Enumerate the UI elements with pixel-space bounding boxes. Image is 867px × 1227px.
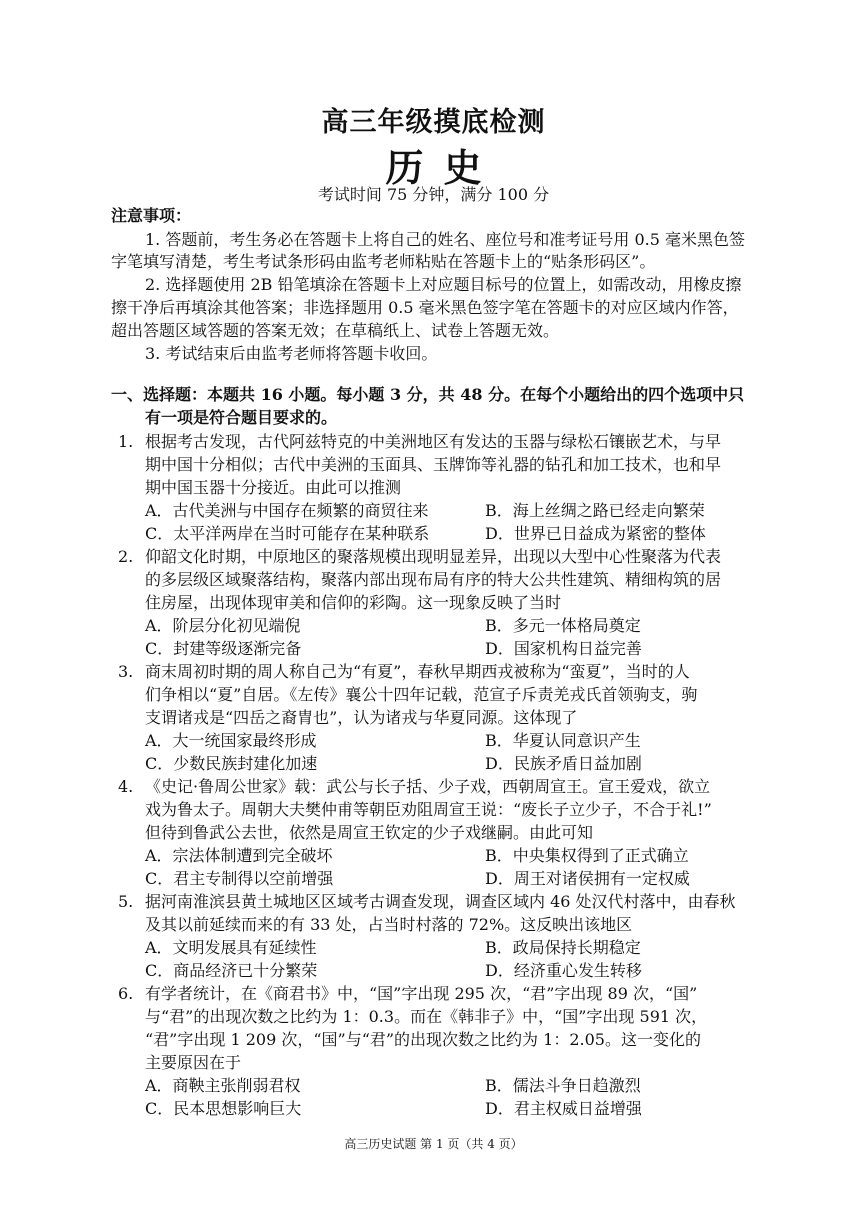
notice-heading: 注意事项： [111,206,192,225]
notice-line: 字笔填写清楚，考生考试条形码由监考老师粘贴在答题卡上的“贴条形码区”。 [111,252,656,271]
question-stem-line: 但待到鲁武公去世，依然是周宣王钦定的少子戏继嗣。由此可知 [145,823,594,842]
option-a[interactable]: A．古代美洲与中国存在频繁的商贸往来 [145,501,429,520]
option-c[interactable]: C．太平洋两岸在当时可能存在某种联系 [145,524,430,543]
question-stem-line: 据河南淮滨县黄土城地区区域考古调查发现，调查区域内 46 处汉代村落中，由春秋 [145,892,736,911]
notice-line: 1. 答题前，考生务必在答题卡上将自己的姓名、座位号和准考证号用 0.5 毫米黑色签 [145,230,745,249]
question-number: 5. [118,892,134,911]
question-number: 4. [118,777,134,796]
question-stem-line: 商末周初时期的周人称自己为“有夏”，春秋早期西戎被称为“蛮夏”，当时的人 [145,662,690,681]
notice-line: 2. 选择题使用 2B 铅笔填涂在答题卡上对应题目标号的位置上，如需改动，用橡皮擦 [145,275,742,294]
page-footer: 高三历史试题 第 1 页（共 4 页） [344,1137,523,1151]
question-stem-line: “君”字出现 1 209 次，“国”与“君”的出现次数之比约为 1：2.05。这一变化的 [145,1030,701,1049]
option-a[interactable]: A．宗法体制遭到完全破坏 [145,846,333,865]
question-stem-line: 《史记·鲁周公世家》载：武公与长子括、少子戏，西朝周宣王。宣王爱戏，欲立 [145,777,711,796]
notice-line: 擦干净后再填涂其他答案；非选择题用 0.5 毫米黑色签字笔在答题卡的对应区域内作答， [111,298,739,317]
option-a[interactable]: A．阶层分化初见端倪 [145,616,301,635]
option-c[interactable]: C．商品经济已十分繁荣 [145,961,318,980]
question-stem-line: 主要原因在于 [145,1053,242,1072]
question-stem-line: 根据考古发现，古代阿兹特克的中美洲地区有发达的玉器与绿松石镶嵌艺术，与早 [145,432,722,451]
option-c[interactable]: C．少数民族封建化加速 [145,754,318,773]
question-number: 3. [118,662,134,681]
option-b[interactable]: B．多元一体格局奠定 [485,616,641,635]
option-d[interactable]: D．经济重心发生转移 [485,961,642,980]
option-b[interactable]: B．儒法斗争日趋激烈 [485,1076,641,1095]
notice-line: 3. 考试结束后由监考老师将答题卡收回。 [145,344,438,363]
question-stem-line: 仰韶文化时期，中原地区的聚落规模出现明显差异，出现以大型中心性聚落为代表 [145,547,722,566]
option-d[interactable]: D．国家机构日益完善 [485,639,642,658]
notice-line: 超出答题区域答题的答案无效；在草稿纸上、试卷上答题无效。 [111,321,560,340]
question-stem-line: 戏为鲁太子。周朝大夫樊仲甫等朝臣劝阻周宣王说：“废长子立少子，不合于礼!” [145,800,712,819]
question-stem-line: 支谓诸戎是“四岳之裔胄也”，认为诸戎与华夏同源。这体现了 [145,708,578,727]
question-stem-line: 的多层级区域聚落结构，聚落内部出现布局有序的特大公共性建筑、精细构筑的居 [145,570,722,589]
option-a[interactable]: A．大一统国家最终形成 [145,731,317,750]
option-b[interactable]: B．政局保持长期稳定 [485,938,641,957]
section-heading: 一、选择题：本题共 16 小题。每小题 3 分，共 48 分。在每个小题给出的四个选项中只 [111,385,745,404]
option-b[interactable]: B．华夏认同意识产生 [485,731,641,750]
option-c[interactable]: C．民本思想影响巨大 [145,1099,302,1118]
section-heading: 有一项是符合题目要求的。 [145,408,338,427]
exam-title: 高三年级摸底检测 [321,107,546,138]
subject-title: 历史 [385,145,502,190]
question-number: 2. [118,547,134,566]
question-number: 6. [118,984,134,1003]
question-stem-line: 期中国十分相似；古代中美洲的玉面具、玉牌饰等礼器的钻孔和加工技术，也和早 [145,455,722,474]
option-b[interactable]: B．中央集权得到了正式确立 [485,846,689,865]
option-b[interactable]: B．海上丝绸之路已经走向繁荣 [485,501,705,520]
question-number: 1. [118,432,134,451]
question-stem-line: 有学者统计，在《商君书》中，“国”字出现 295 次，“君”字出现 89 次，“国” [145,984,698,1003]
option-c[interactable]: C．君主专制得以空前增强 [145,869,334,888]
exam-info: 考试时间 75 分钟，满分 100 分 [317,185,550,204]
option-d[interactable]: D．世界已日益成为紧密的整体 [485,524,706,543]
question-stem-line: 与“君”的出现次数之比约为 1：0.3。而在《韩非子》中，“国”字出现 591 次， [145,1007,708,1026]
option-d[interactable]: D．周王对诸侯拥有一定权威 [485,869,690,888]
option-c[interactable]: C．封建等级逐渐完备 [145,639,302,658]
option-d[interactable]: D．民族矛盾日益加剧 [485,754,642,773]
question-stem-line: 及其以前延续而来的有 33 处，占当时村落的 72%。这反映出该地区 [145,915,633,934]
option-a[interactable]: A．商鞅主张削弱君权 [145,1076,301,1095]
option-a[interactable]: A．文明发展具有延续性 [145,938,317,957]
option-d[interactable]: D．君主权威日益增强 [485,1099,642,1118]
question-stem-line: 住房屋，出现体现审美和信仰的彩陶。这一现象反映了当时 [145,593,562,612]
question-stem-line: 们争相以“夏”自居。《左传》襄公十四年记载，范宣子斥责羌戎氏首领驹支，驹 [145,685,698,704]
question-stem-line: 期中国玉器十分接近。由此可以推测 [145,478,402,497]
